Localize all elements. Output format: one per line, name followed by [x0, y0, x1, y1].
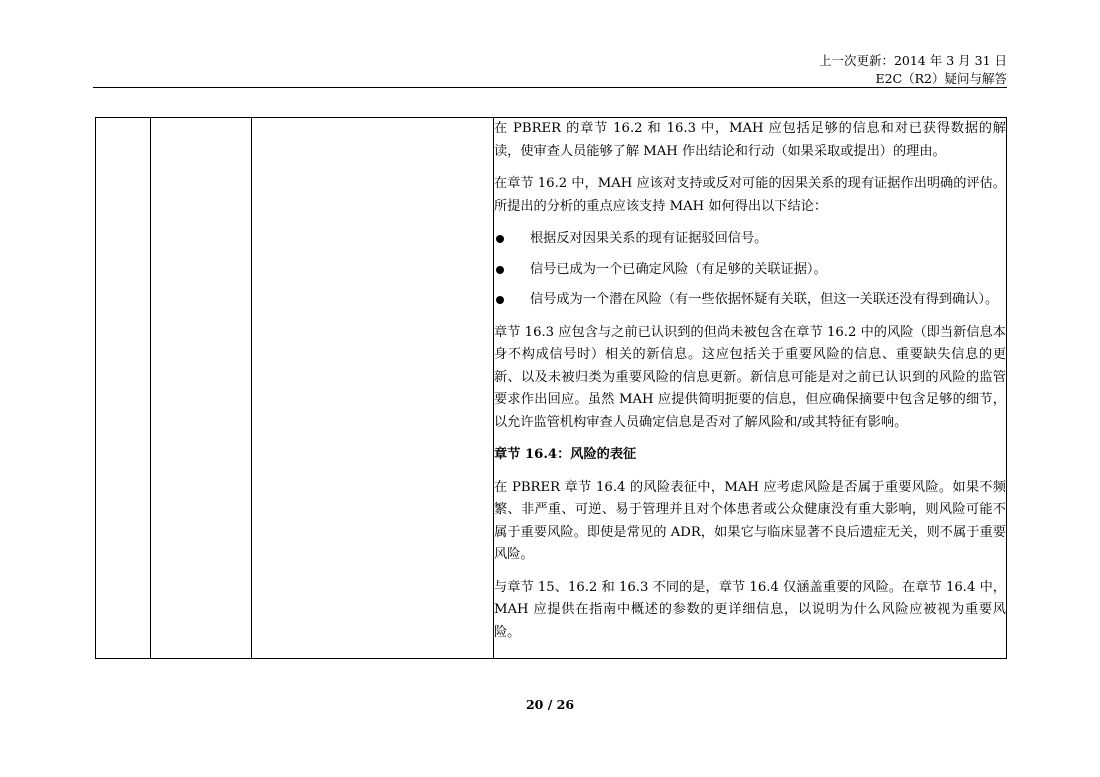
paragraph-16-4-characterisation: 在 PBRER 章节 16.4 的风险表征中，MAH 应考虑风险是否属于重要风险。如果不频繁、非严重、可逆、易于管理并且对个体患者或公众健康没有重大影响，则风险可能不属于重要风险。即使是常见的 ADR，如果它与临床显著不良后遗症无关，则不属于重要风险。 [494, 479, 1006, 562]
table-row [96, 118, 1007, 659]
header-divider [93, 87, 1007, 88]
paragraph-16-3-new-info: 章节 16.3 应包含与之前已认识到的但尚未被包含在章节 16.2 中的风险（即当新信息本身不构成信号时）相关的新信息。这应包括关于重要风险的信息、重要缺失信息的更新、以及未被归类为重要风险的信息更新。新信息可能是对之前已认识到的风险的监管要求作出回应。虽然 MAH 应提供简明扼要的信息，但应确保摘要中包含足够的细节，以允许监管机构审查人员确定信息是否对了解风险和/或其特征有影响。 [494, 324, 1006, 430]
table-cell-col1 [96, 118, 151, 659]
paragraph-16-2-evaluation: 在章节 16.2 中，MAH 应该对支持或反对可能的因果关系的现有证据作出明确的评估。所提出的分析的重点应该支持 MAH 如何得出以下结论： [494, 176, 1006, 214]
content-table [95, 117, 1007, 659]
section-heading-16-4: 章节 16.4：风险的表征 [494, 447, 637, 462]
list-item: 根据反对因果关系的现有证据驳回信号。 [494, 228, 1006, 251]
document-title: E2C（R2）疑问与解答 [875, 71, 1007, 86]
page-header [819, 52, 1007, 88]
last-updated-text: 上一次更新：2014 年 3 月 31 日 [818, 53, 1007, 68]
list-item: 信号已成为一个已确定风险（有足够的关联证据）。 [494, 259, 1006, 282]
table-cell-col3 [252, 118, 494, 659]
list-item: 信号成为一个潜在风险（有一些依据怀疑有关联，但这一关联还没有得到确认）。 [494, 289, 1006, 312]
table-cell-col2 [151, 118, 252, 659]
paragraph-16-4-scope: 与章节 15、16.2 和 16.3 不同的是，章节 16.4 仅涵盖重要的风险。在章节 16.4 中，MAH 应提供在指南中概述的参数的更详细信息，以说明为什么风险应被视为重要风险。 [494, 579, 1006, 640]
paragraph-16-2-16-3-overview: 在 PBRER 的章节 16.2 和 16.3 中，MAH 应包括足够的信息和对已获得数据的解读，使审查人员能够了解 MAH 作出结论和行动（如果采取或提出）的理由。 [494, 121, 1006, 159]
table-cell-answer [494, 118, 1007, 659]
bullet-icon [496, 266, 504, 274]
bullet-icon [496, 296, 504, 304]
page-number: 20 / 26 [525, 697, 575, 712]
bullet-icon [496, 235, 504, 243]
conclusion-list [494, 228, 1006, 312]
